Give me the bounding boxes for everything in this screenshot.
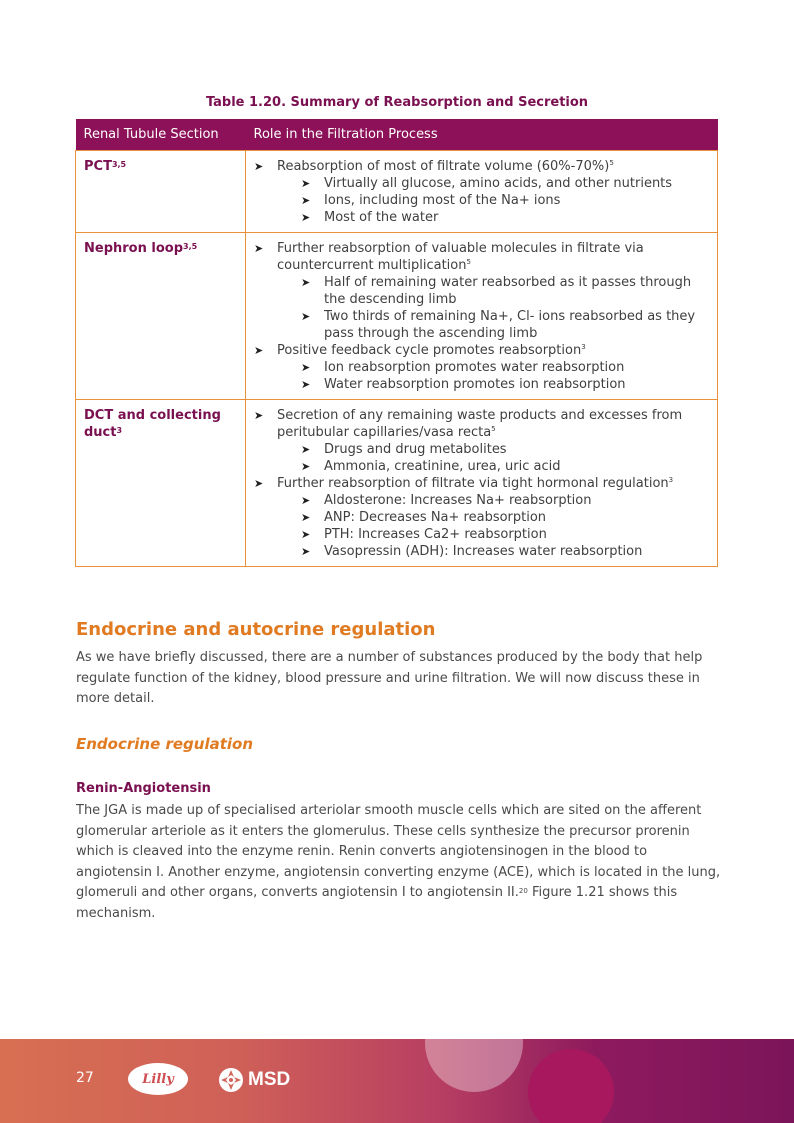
list-item: ➤ Aldosterone: Increases Na+ reabsorption	[301, 492, 709, 509]
citation: 5	[609, 159, 614, 167]
msd-logo: MSD	[218, 1067, 290, 1093]
list-item: ➤ Most of the water	[301, 209, 709, 226]
citation: 5	[466, 258, 471, 266]
list-item: ➤ Vasopressin (ADH): Increases water reabsorption	[301, 543, 709, 560]
list-item: ➤ Water reabsorption promotes ion reabsorption	[301, 376, 709, 393]
list-item: ➤ Further reabsorption of filtrate via tight hormonal regulation$^3$ ➤ Aldosterone: Increases Na+ reabsorption ➤ ANP: Decreases Na+ reabsorption ➤ PTH: Increases Ca2+ reabsorption ➤ Vasopressin (ADH): Increases water reabsorption	[254, 475, 709, 560]
list-item: ➤ Secretion of any remaining waste products and excesses from peritubular capillaries/vasa recta$^5$ ➤ Drugs and drug metabolites ➤ Ammonia, creatinine, urea, uric acid	[254, 407, 709, 475]
list-item: ➤ Drugs and drug metabolites	[301, 441, 709, 458]
citation: 3,5	[111, 160, 127, 169]
column-header: Role in the Filtration Process	[246, 119, 718, 151]
list-item: ➤ Further reabsorption of valuable molecules in filtrate via countercurrent multiplication$^5$ ➤ Half of remaining water reabsorbed as it passes through the descending limb ➤ Two thirds of remaining Na+, Cl- ions reabsorbed as they pass through the ascending limb	[254, 240, 709, 342]
table-row	[76, 233, 718, 400]
role-cell	[246, 233, 718, 400]
section-cell	[76, 233, 246, 400]
table-row	[76, 151, 718, 233]
role-cell	[246, 400, 718, 567]
section-heading: Endocrine and autocrine regulation	[76, 619, 436, 640]
list-item: ➤ Ion reabsorption promotes water reabsorption	[301, 359, 709, 376]
citation: 3	[668, 476, 674, 484]
list-item: ➤ Ammonia, creatinine, urea, uric acid	[301, 458, 709, 475]
renin-paragraph: The JGA is made up of specialised arteriolar smooth muscle cells which are sited on the afferent glomerular arteriole as it enters the glomerulus. These cells synthesize the precursor prorenin which is cleaved into the enzyme renin. Renin converts angiotensinogen in the blood to angiotensin I. Another enzyme, angiotensin converting enzyme (ACE), which is located in the lung, glomeruli and other organs, converts angiotensin I to angiotensin II.$^{20}$ Figure 1.21 shows this mechanism.	[76, 803, 721, 921]
section-name: PCT	[84, 159, 112, 174]
section-name: DCT and collecting duct	[84, 408, 221, 440]
table-caption: Table 1.20. Summary of Reabsorption and Secretion	[205, 95, 589, 110]
page-number: 27	[76, 1070, 94, 1086]
table-row	[76, 400, 718, 567]
table-header-row	[76, 119, 718, 151]
list-item: ➤ Virtually all glucose, amino acids, and other nutrients	[301, 175, 709, 192]
role-cell	[246, 151, 718, 233]
footer-band	[0, 1039, 794, 1123]
reabsorption-secretion-table	[75, 119, 718, 567]
list-item: ➤ Positive feedback cycle promotes reabsorption$^3$ ➤ Ion reabsorption promotes water reabsorption ➤ Water reabsorption promotes ion reabsorption	[254, 342, 709, 393]
decorative-circle	[425, 1039, 523, 1092]
msd-logo-icon	[218, 1067, 244, 1093]
citation: 3	[116, 426, 123, 435]
decorative-circle	[528, 1049, 614, 1123]
list-item: ➤ ANP: Decreases Na+ reabsorption	[301, 509, 709, 526]
subheading: Endocrine regulation	[76, 735, 254, 753]
list-item: ➤ Ions, including most of the Na+ ions	[301, 192, 709, 209]
citation: 20	[518, 887, 528, 895]
column-header: Renal Tubule Section	[76, 119, 246, 151]
section-cell	[76, 400, 246, 567]
citation: 5	[491, 425, 496, 433]
lilly-logo: Lilly	[128, 1063, 188, 1095]
list-item: ➤ PTH: Increases Ca2+ reabsorption	[301, 526, 709, 543]
list-item: ➤ Reabsorption of most of filtrate volume $(60\%-70\%)^5$ ➤ Virtually all glucose, amino acids, and other nutrients ➤ Ions, including most of the Na+ ions ➤ Most of the water	[254, 158, 709, 226]
list-item: ➤ Two thirds of remaining Na+, Cl- ions reabsorbed as they pass through the ascending limb	[301, 308, 709, 342]
section-cell	[76, 151, 246, 233]
citation: 3,5	[183, 242, 198, 251]
citation: 3	[581, 343, 586, 351]
subsubheading: Renin-Angiotensin	[76, 781, 211, 796]
section-name: Nephron loop	[84, 241, 184, 256]
intro-paragraph: As we have briefly discussed, there are a number of substances produced by the body that help regulate function of the kidney, blood pressure and urine filtration. We will now discuss these in more detail.	[76, 650, 703, 706]
list-item: ➤ Half of remaining water reabsorbed as it passes through the descending limb	[301, 274, 709, 308]
